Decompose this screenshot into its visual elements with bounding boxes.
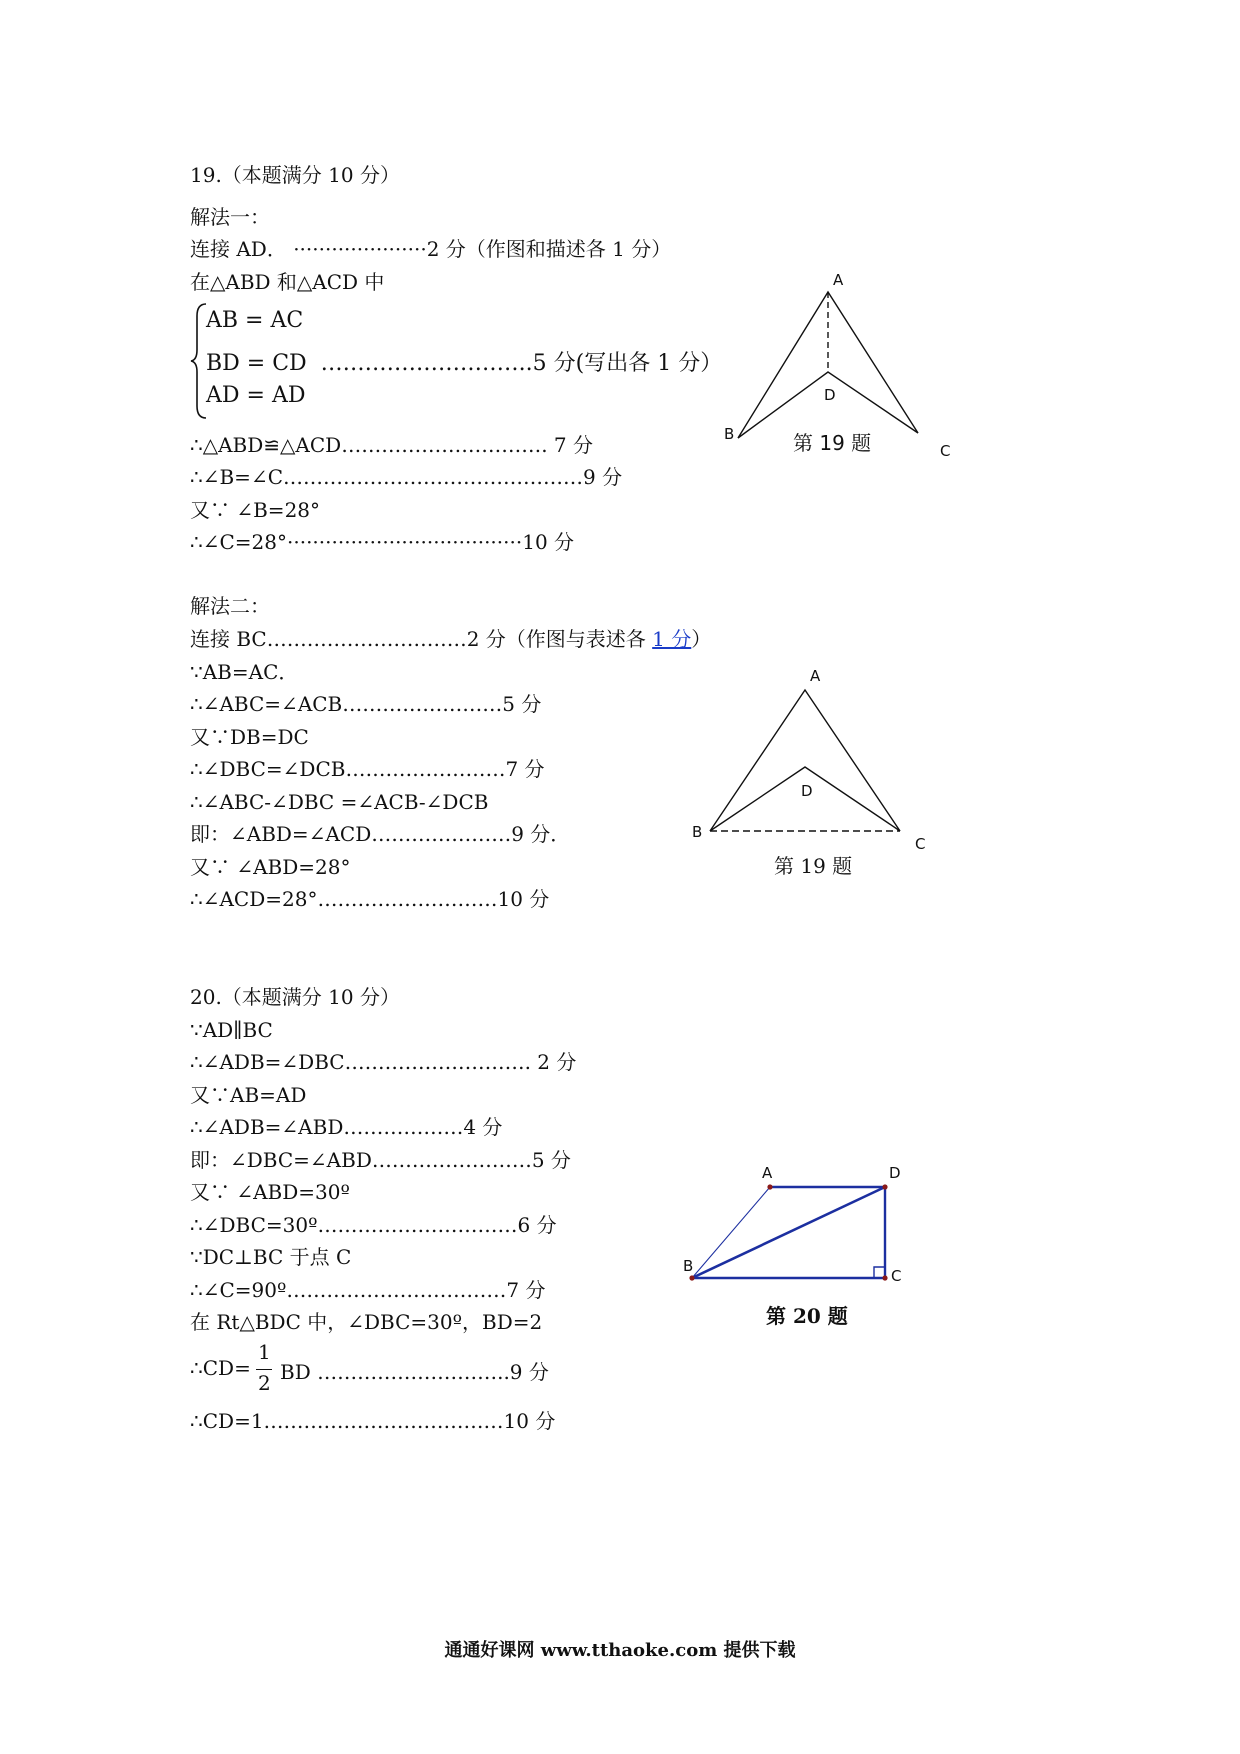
point-c-label: C xyxy=(940,442,951,460)
method-2-line-5: ∴∠DBC=∠DCB……………………7 分 xyxy=(190,757,545,781)
problem-20-line-10: 在 Rt△BDC 中，∠DBC=30º，BD=2 xyxy=(190,1310,543,1334)
point-a-label: A xyxy=(762,1164,773,1182)
method-2-title: 解法二： xyxy=(190,594,270,618)
problem-20-line-7: ∴∠DBC=30º…………………………6 分 xyxy=(190,1213,557,1237)
point-a-label: A xyxy=(833,271,844,289)
point-d-label: D xyxy=(801,782,813,800)
point-b-label: B xyxy=(692,823,703,841)
point-d-label: D xyxy=(889,1164,901,1182)
method-2-line-7: 即：∠ABD=∠ACD…………………9 分． xyxy=(190,822,571,846)
figure-19-caption: 第 19 题 xyxy=(793,431,872,455)
figure-19b-caption: 第 19 题 xyxy=(774,854,853,878)
method-1-line-2: 在△ABD 和△ACD 中 xyxy=(190,270,385,294)
method-2-line-1-end: ） xyxy=(691,627,712,651)
method-2-line-6: ∴∠ABC-∠DBC =∠ACB-∠DCB xyxy=(190,790,489,814)
point-c-label: C xyxy=(891,1267,902,1285)
brace-line-2: BD = CD ………………………..5 分(写出各 1 分） xyxy=(206,351,723,376)
method-1-title: 解法一： xyxy=(190,205,270,229)
problem-20-line-5: 即：∠DBC=∠ABD……………………5 分 xyxy=(190,1148,571,1172)
method-2-line-1 xyxy=(190,626,711,652)
problem-20-line-3: 又∵AB=AD xyxy=(190,1083,307,1107)
point-c-label: C xyxy=(915,835,926,853)
figure-20-caption: 第 20 题 xyxy=(766,1304,848,1328)
brace-line-1: AB = AC xyxy=(206,308,304,333)
fraction-numerator: 1 xyxy=(258,1340,271,1364)
method-2-line-1-text: 连接 BC…………………………2 分（作图与表述各 xyxy=(190,627,653,651)
method-1-line-5: 又∵ ∠B=28° xyxy=(190,498,321,522)
point-a-label: A xyxy=(810,667,821,685)
fraction-suffix: BD ………………………..9 分 xyxy=(280,1360,549,1384)
brace-line-3: AD = AD xyxy=(206,383,306,408)
figure-19-method-2 xyxy=(680,660,950,860)
problem-20-header: 20.（本题满分 10 分） xyxy=(190,985,400,1009)
problem-20-line-2: ∴∠ADB=∠DBC………………………. 2 分 xyxy=(190,1050,577,1074)
point-b-label: B xyxy=(683,1257,694,1275)
fraction-prefix: ∴CD= xyxy=(190,1356,251,1380)
method-1-line-4: ∴∠B=∠C………………………………………9 分 xyxy=(190,465,623,489)
method-2-line-9: ∴∠ACD=28°………………………10 分 xyxy=(190,887,550,911)
score-link[interactable]: 1 分 xyxy=(652,627,692,651)
fraction-denominator: 2 xyxy=(258,1371,271,1395)
point-d-label: D xyxy=(824,386,836,404)
problem-20-line-6: 又∵ ∠ABD=30º xyxy=(190,1180,350,1204)
problem-20-line-9: ∴∠C=90º……………………………7 分 xyxy=(190,1278,546,1302)
page-footer: 通通好课网 www.tthaoke.com 提供下载 xyxy=(444,1640,796,1661)
method-2-line-2: ∵AB=AC． xyxy=(190,660,299,684)
method-2-line-4: 又∵DB=DC xyxy=(190,725,309,749)
method-1-line-3: ∴△ABD≌△ACD…………………………. 7 分 xyxy=(190,433,593,457)
fraction-bar xyxy=(256,1369,272,1370)
method-2-line-3: ∴∠ABC=∠ACB……………………5 分 xyxy=(190,692,542,716)
problem-20-line-8: ∵DC⊥BC 于点 C xyxy=(190,1245,352,1269)
problem-19-header: 19.（本题满分 10 分） xyxy=(190,163,400,187)
problem-20-line-4: ∴∠ADB=∠ABD………………4 分 xyxy=(190,1115,503,1139)
point-b-label: B xyxy=(724,425,735,443)
method-1-line-1: 连接 AD． ·····················2 分（作图和描述各 1 分） xyxy=(190,237,672,261)
method-1-line-6: ∴∠C=28°·····································10 分 xyxy=(190,530,575,554)
problem-20-line-11: ∴CD=1………………………………10 分 xyxy=(190,1409,556,1433)
method-2-line-8: 又∵ ∠ABD=28° xyxy=(190,855,351,879)
figure-20 xyxy=(680,1160,930,1290)
problem-20-line-1: ∵AD∥BC xyxy=(190,1018,273,1042)
